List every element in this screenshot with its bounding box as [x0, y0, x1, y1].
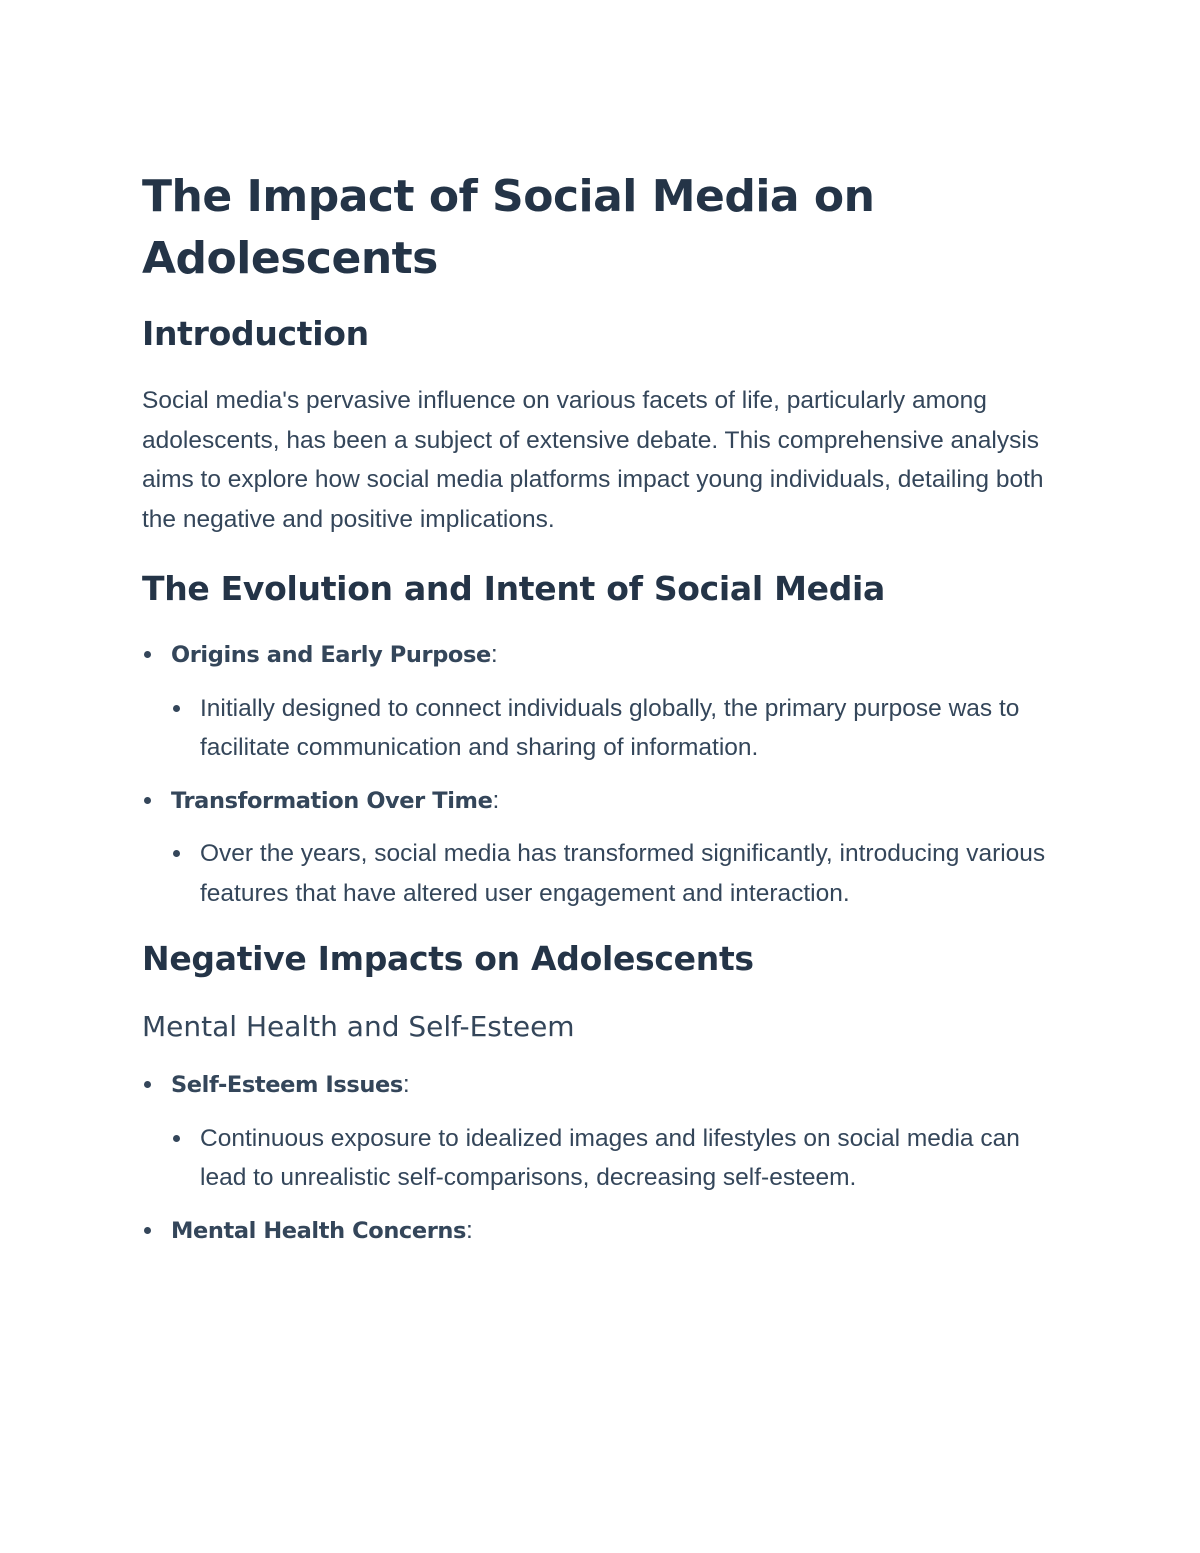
document-page: [142, 166, 1072, 1251]
label-colon: :: [492, 786, 500, 814]
bullet-icon: [144, 797, 151, 804]
label-colon: :: [490, 641, 498, 668]
list-item: [142, 1211, 1072, 1252]
evolution-list: [142, 635, 1072, 913]
label-colon: :: [402, 1071, 410, 1098]
introduction-paragraph: Social media's pervasive influence on various facets of life, particularly among adolescents, has been a subject of extensive debate. This comprehensive analysis aims to explore how social media platforms impact young individuals, detailing both the negative and positive implications.: [142, 387, 1044, 533]
introduction-heading: Introduction: [142, 314, 369, 353]
list-item-label: Self-Esteem Issues: [171, 1072, 403, 1098]
list-item-label: Transformation Over Time: [171, 787, 493, 814]
list-item-detail: Continuous exposure to idealized images and lifestyles on social media can lead to unrealistic self-comparisons, decreasing self-esteem.: [200, 1124, 1020, 1191]
negative-impacts-heading: Negative Impacts on Adolescents: [142, 939, 754, 978]
list-item: [142, 689, 1072, 768]
bullet-icon: [173, 1135, 180, 1142]
list-item: [142, 781, 1072, 822]
list-item-label: Mental Health Concerns: [171, 1217, 467, 1244]
evolution-heading: The Evolution and Intent of Social Media: [142, 569, 886, 608]
bullet-icon: [173, 705, 180, 712]
mental-health-subheading: Mental Health and Self-Esteem: [142, 1010, 575, 1043]
list-item-detail: Initially designed to connect individuals globally, the primary purpose was to facilitate communication and sharing of information.: [200, 694, 1020, 761]
list-item: [142, 1119, 1072, 1198]
bullet-icon: [144, 651, 151, 658]
label-colon: :: [466, 1216, 473, 1244]
list-item: [142, 635, 1072, 676]
document-title: The Impact of Social Media on Adolescents: [142, 171, 875, 284]
bullet-icon: [144, 1081, 151, 1088]
list-item: [142, 834, 1072, 913]
negative-impacts-list: [142, 1065, 1072, 1251]
list-item-detail: Over the years, social media has transformed significantly, introducing various features that have altered user engagement and interaction.: [200, 840, 1046, 907]
list-item-label: Origins and Early Purpose: [171, 642, 491, 668]
list-item: [142, 1065, 1072, 1106]
bullet-icon: [173, 850, 180, 857]
bullet-icon: [144, 1227, 151, 1234]
